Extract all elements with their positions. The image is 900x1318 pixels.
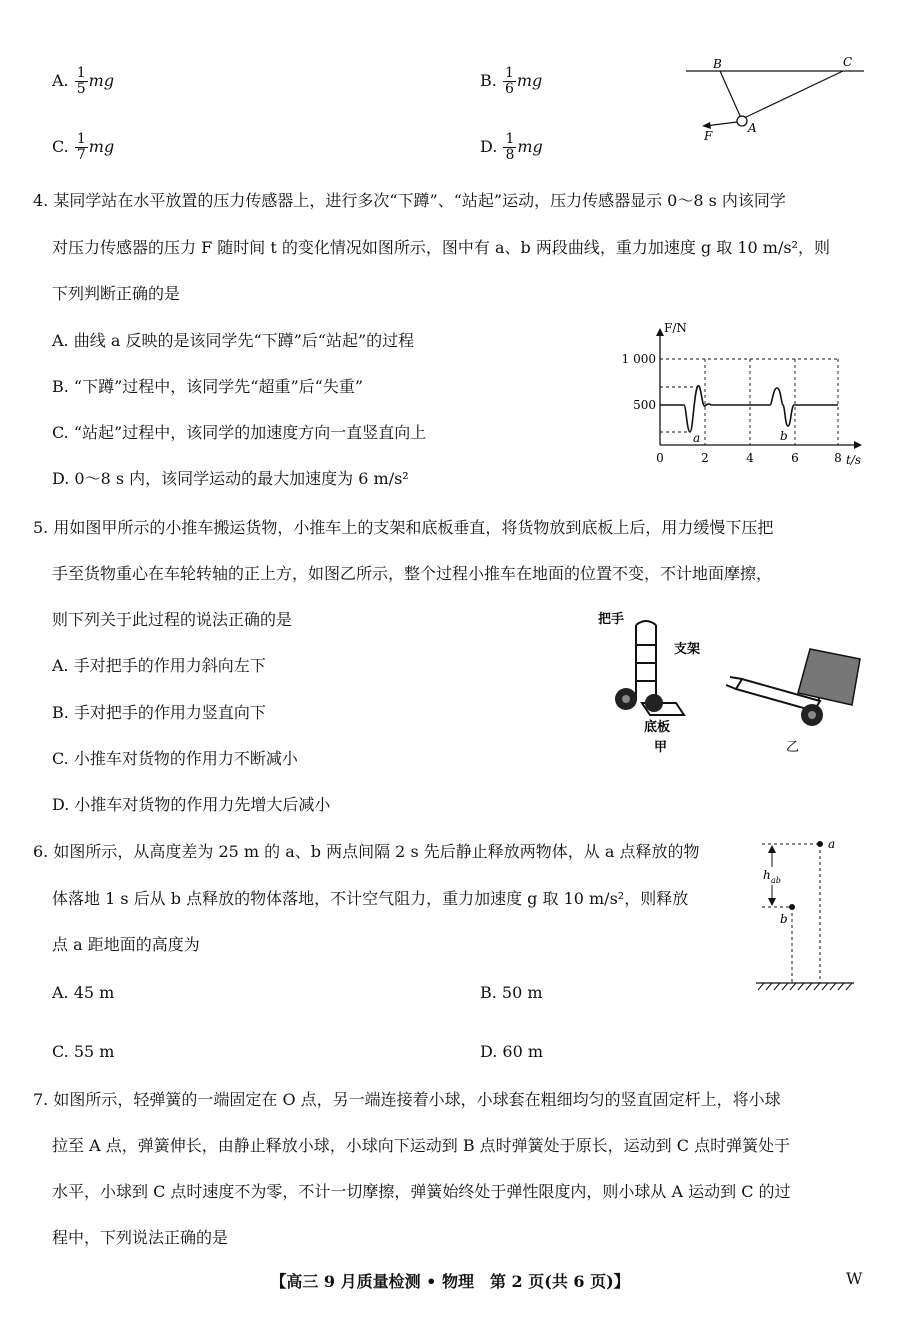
label-handle: 把手 [598,612,625,627]
label-jia: 甲 [654,740,668,755]
q6-stem-line1: 6. 如图所示，从高度差为 25 m 的 a、b 两点间隔 2 s 先后静止释放两物体，从 a 点释放的物 [33,842,700,861]
q4-stem-line2: 对压力传感器的压力 F 随时间 t 的变化情况如图所示，图中有 a、b 两段曲线，重力加速度 g 取 10 m/s²，则 [52,238,830,257]
q3-option-b: B. $\frac{1}{6}$ mg [480,65,543,97]
q4-stem-line1: 4. 某同学站在水平放置的压力传感器上，进行多次“下蹲”、“站起”运动，压力传感器显示 0～8 s 内该同学 [33,191,786,210]
y-tick-500: 500 [633,398,656,412]
q5-stem-line3: 则下列关于此过程的说法正确的是 [52,610,293,629]
q6-option-b: B. 50 m [480,983,543,1002]
q5-option-a: A. 手对把手的作用力斜向左下 [52,656,266,675]
x-tick-4: 4 [746,451,754,465]
curve-b-label: b [780,429,788,443]
q6-option-a: A. 45 m [52,983,115,1002]
x-tick-8: 8 [834,451,842,465]
q6-stem-line3: 点 a 距地面的高度为 [52,935,200,954]
q5-stem-line1: 5. 用如图甲所示的小推车搬运货物，小推车上的支架和底板垂直，将货物放到底板上后，用力缓慢下压把 [33,518,774,537]
y-axis-label: F/N [664,321,687,335]
label-yi: 乙 [786,740,800,755]
curve-a-label: a [693,431,701,445]
q7-stem-line1: 7. 如图所示，轻弹簧的一端固定在 O 点，另一端连接着小球，小球套在粗细均匀的竖直固定杆上，将小球 [33,1090,781,1109]
q5-option-d: D. 小推车对货物的作用力先增大后减小 [52,795,331,814]
label-plate: 底板 [644,720,671,735]
label-b: b [780,912,788,926]
page-footer: 【高三 9 月质量检测 • 物理 第 2 页(共 6 页)】 [270,1272,630,1291]
q4-force-graph [610,320,870,480]
q7-stem-line3: 水平，小球到 C 点时速度不为零，不计一切摩擦，弹簧始终处于弹性限度内，则小球从 A 运动到 C 的过 [52,1182,791,1201]
x-tick-2: 2 [701,451,709,465]
label-hab-sub: ab [771,876,781,885]
q6-stem-line2: 体落地 1 s 后从 b 点释放的物体落地，不计空气阻力，重力加速度 g 取 10 m/s²，则释放 [52,889,689,908]
q7-stem-line4: 程中，下列说法正确的是 [52,1228,229,1247]
q4-option-d: D. 0～8 s 内，该同学运动的最大加速度为 6 m/s² [52,469,409,488]
q4-stem-line3: 下列判断正确的是 [52,284,181,303]
q3-option-a: A. $\frac{1}{5}$ mg [52,65,115,97]
x-tick-0: 0 [656,451,664,465]
q5-stem-line2: 手至货物重心在车轮转轴的正上方，如图乙所示，整个过程小推车在地面的位置不变，不计地面摩擦， [52,564,773,583]
q5-option-c: C. 小推车对货物的作用力不断减小 [52,749,298,768]
q5-option-b: B. 手对把手的作用力竖直向下 [52,703,266,722]
q4-option-a: A. 曲线 a 反映的是该同学先“下蹲”后“站起”的过程 [52,331,415,350]
label-f: F [704,129,713,143]
q4-option-b: B. “下蹲”过程中，该同学先“超重”后“失重” [52,377,364,396]
label-b: B [713,57,722,71]
label-a: a [828,837,836,851]
x-axis-label: t/s [846,453,862,467]
q6-option-d: D. 60 m [480,1042,544,1061]
q5-cart-figure [590,605,860,765]
q3-option-c: C. $\frac{1}{7}$ mg [52,131,115,163]
x-tick-6: 6 [791,451,799,465]
label-hab: h [763,868,771,882]
label-c: C [843,55,853,69]
q4-option-c: C. “站起”过程中，该同学的加速度方向一直竖直向上 [52,423,427,442]
q6-option-c: C. 55 m [52,1042,115,1061]
label-frame: 支架 [674,642,701,657]
y-tick-1000: 1 000 [621,352,656,366]
q6-figure [750,835,860,1000]
page-code: W [846,1269,863,1288]
q3-figure [680,52,870,147]
q3-option-d: D. $\frac{1}{8}$ mg [480,131,543,163]
q7-stem-line2: 拉至 A 点，弹簧伸长，由静止释放小球，小球向下运动到 B 点时弹簧处于原长，运动到 C 点时弹簧处于 [52,1136,791,1155]
label-a: A [748,121,757,135]
